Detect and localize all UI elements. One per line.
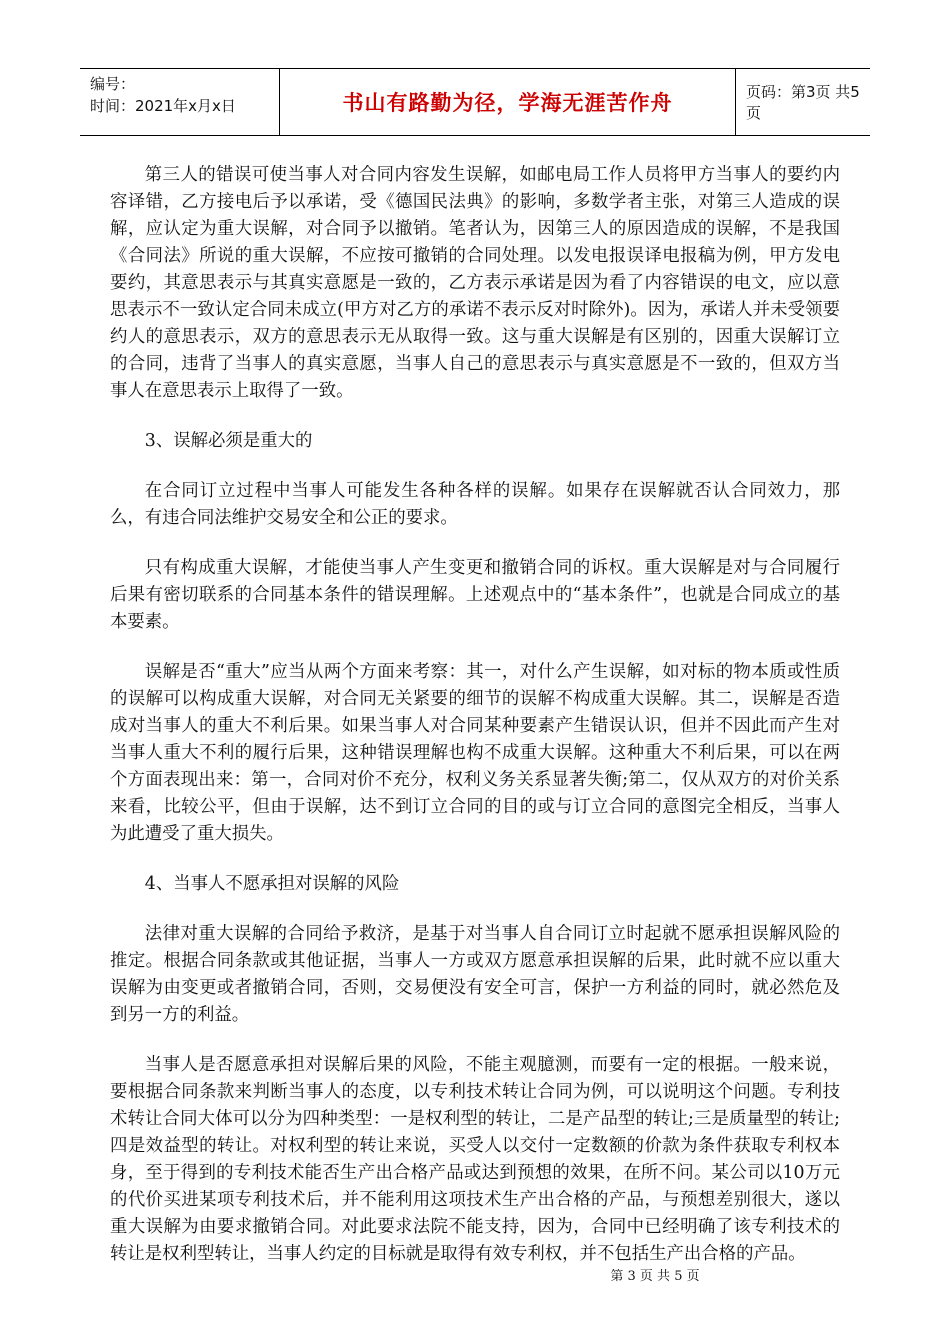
paragraph-third-party-error: 第三人的错误可使当事人对合同内容发生误解，如邮电局工作人员将甲方当事人的要约内容译错，乙方接电后予以承诺，受《德国民法典》的影响，多数学者主张，对第三人造成的误解，应认定为重大误解，对合同予以撤销。笔者认为，因第三人的原因造成的误解，不是我国《合同法》所说的重大误解，不应按可撤销的合同处理。以发电报误译电报稿为例，甲方发电要约，其意思表示与其真实意愿是一致的，乙方表示承诺是因为看了内容错误的电文，应以意思表示不一致认定合同未成立(甲方对乙方的承诺不表示反对时除外)。因为，承诺人并未受领要约人的意思表示，双方的意思表示无从取得一致。这与重大误解是有区别的，因重大误解订立的合同，违背了当事人的真实意愿，当事人自己的意思表示与真实意愿是不一致的，但双方当事人在意思表示上取得了一致。 [110, 165, 840, 401]
header-motto: 书山有路勤为径，学海无涯苦作舟 [280, 69, 736, 135]
paragraph-two-aspects: 误解是否“重大”应当从两个方面来考察：其一，对什么产生误解，如对标的物本质或性质的误解可以构成重大误解，对合同无关紧要的细节的误解不构成重大误解。其二，误解是否造成对当事人的重大不利后果。如果当事人对合同某种要素产生错误认识，但并不因此而产生对当事人重大不利的履行后果，这种错误理解也构不成重大误解。这种重大不利后果，可以在两个方面表现出来：第一，合同对价不充分，权利义务关系显著失衡;第二，仅从双方的对价关系来看，比较公平，但由于误解，达不到订立合同的目的或与订立合同的意图完全相反，当事人为此遭受了重大损失。 [110, 662, 840, 844]
document-number-label: 编号： [90, 75, 136, 93]
section-heading-4: 4、当事人不愿承担对误解的风险 [144, 874, 400, 894]
document-date-label: 时间：2021年x月x日 [90, 97, 236, 115]
paragraph-patent-example: 当事人是否愿意承担对误解后果的风险，不能主观臆测，而要有一定的根据。一般来说，要根据合同条款来判断当事人的态度，以专利技术转让合同为例，可以说明这个问题。专利技术转让合同大体可以分为四种类型：一是权利型的转让，二是产品型的转让;三是质量型的转让;四是效益型的转让。对权利型的转让来说，买受人以交付一定数额的价款为条件获取专利权本身，至于得到的专利技术能否生产出合格产品或达到预想的效果，在所不问。某公司以10万元的代价买进某项专利技术后，并不能利用这项技术生产出合格的产品，与预想差别很大，遂以重大误解为由要求撤销合同。对此要求法院不能支持，因为，合同中已经明确了该专利技术的转让是权利型转让，当事人约定的目标就是取得有效专利权，并不包括生产出合格的产品。 [110, 1055, 840, 1264]
page-header [80, 68, 870, 136]
header-page-info: 页码：第3页 共5页 [746, 83, 860, 122]
paragraph-major-misunderstanding-right: 只有构成重大误解，才能使当事人产生变更和撤销合同的诉权。重大误解是对与合同履行后果有密切联系的合同基本条件的错误理解。上述观点中的“基本条件”，也就是合同成立的基本要素。 [110, 558, 840, 632]
header-meta [80, 69, 280, 135]
paragraph-legal-remedy: 法律对重大误解的合同给予救济，是基于对当事人自合同订立时起就不愿承担误解风险的推定。根据合同条款或其他证据，当事人一方或双方愿意承担误解的后果，此时就不应以重大误解为由变更或者撤销合同，否则，交易便没有安全可言，保护一方利益的同时，就必然危及到另一方的利益。 [110, 924, 840, 1025]
footer-page-number: 第 3 页 共 5 页 [610, 1269, 700, 1284]
page-footer [0, 1265, 950, 1284]
paragraph-various-misunderstandings: 在合同订立过程中当事人可能发生各种各样的误解。如果存在误解就否认合同效力，那么，有违合同法维护交易安全和公正的要求。 [110, 481, 840, 528]
document-body [110, 162, 840, 1291]
section-heading-3: 3、误解必须是重大的 [144, 431, 313, 451]
